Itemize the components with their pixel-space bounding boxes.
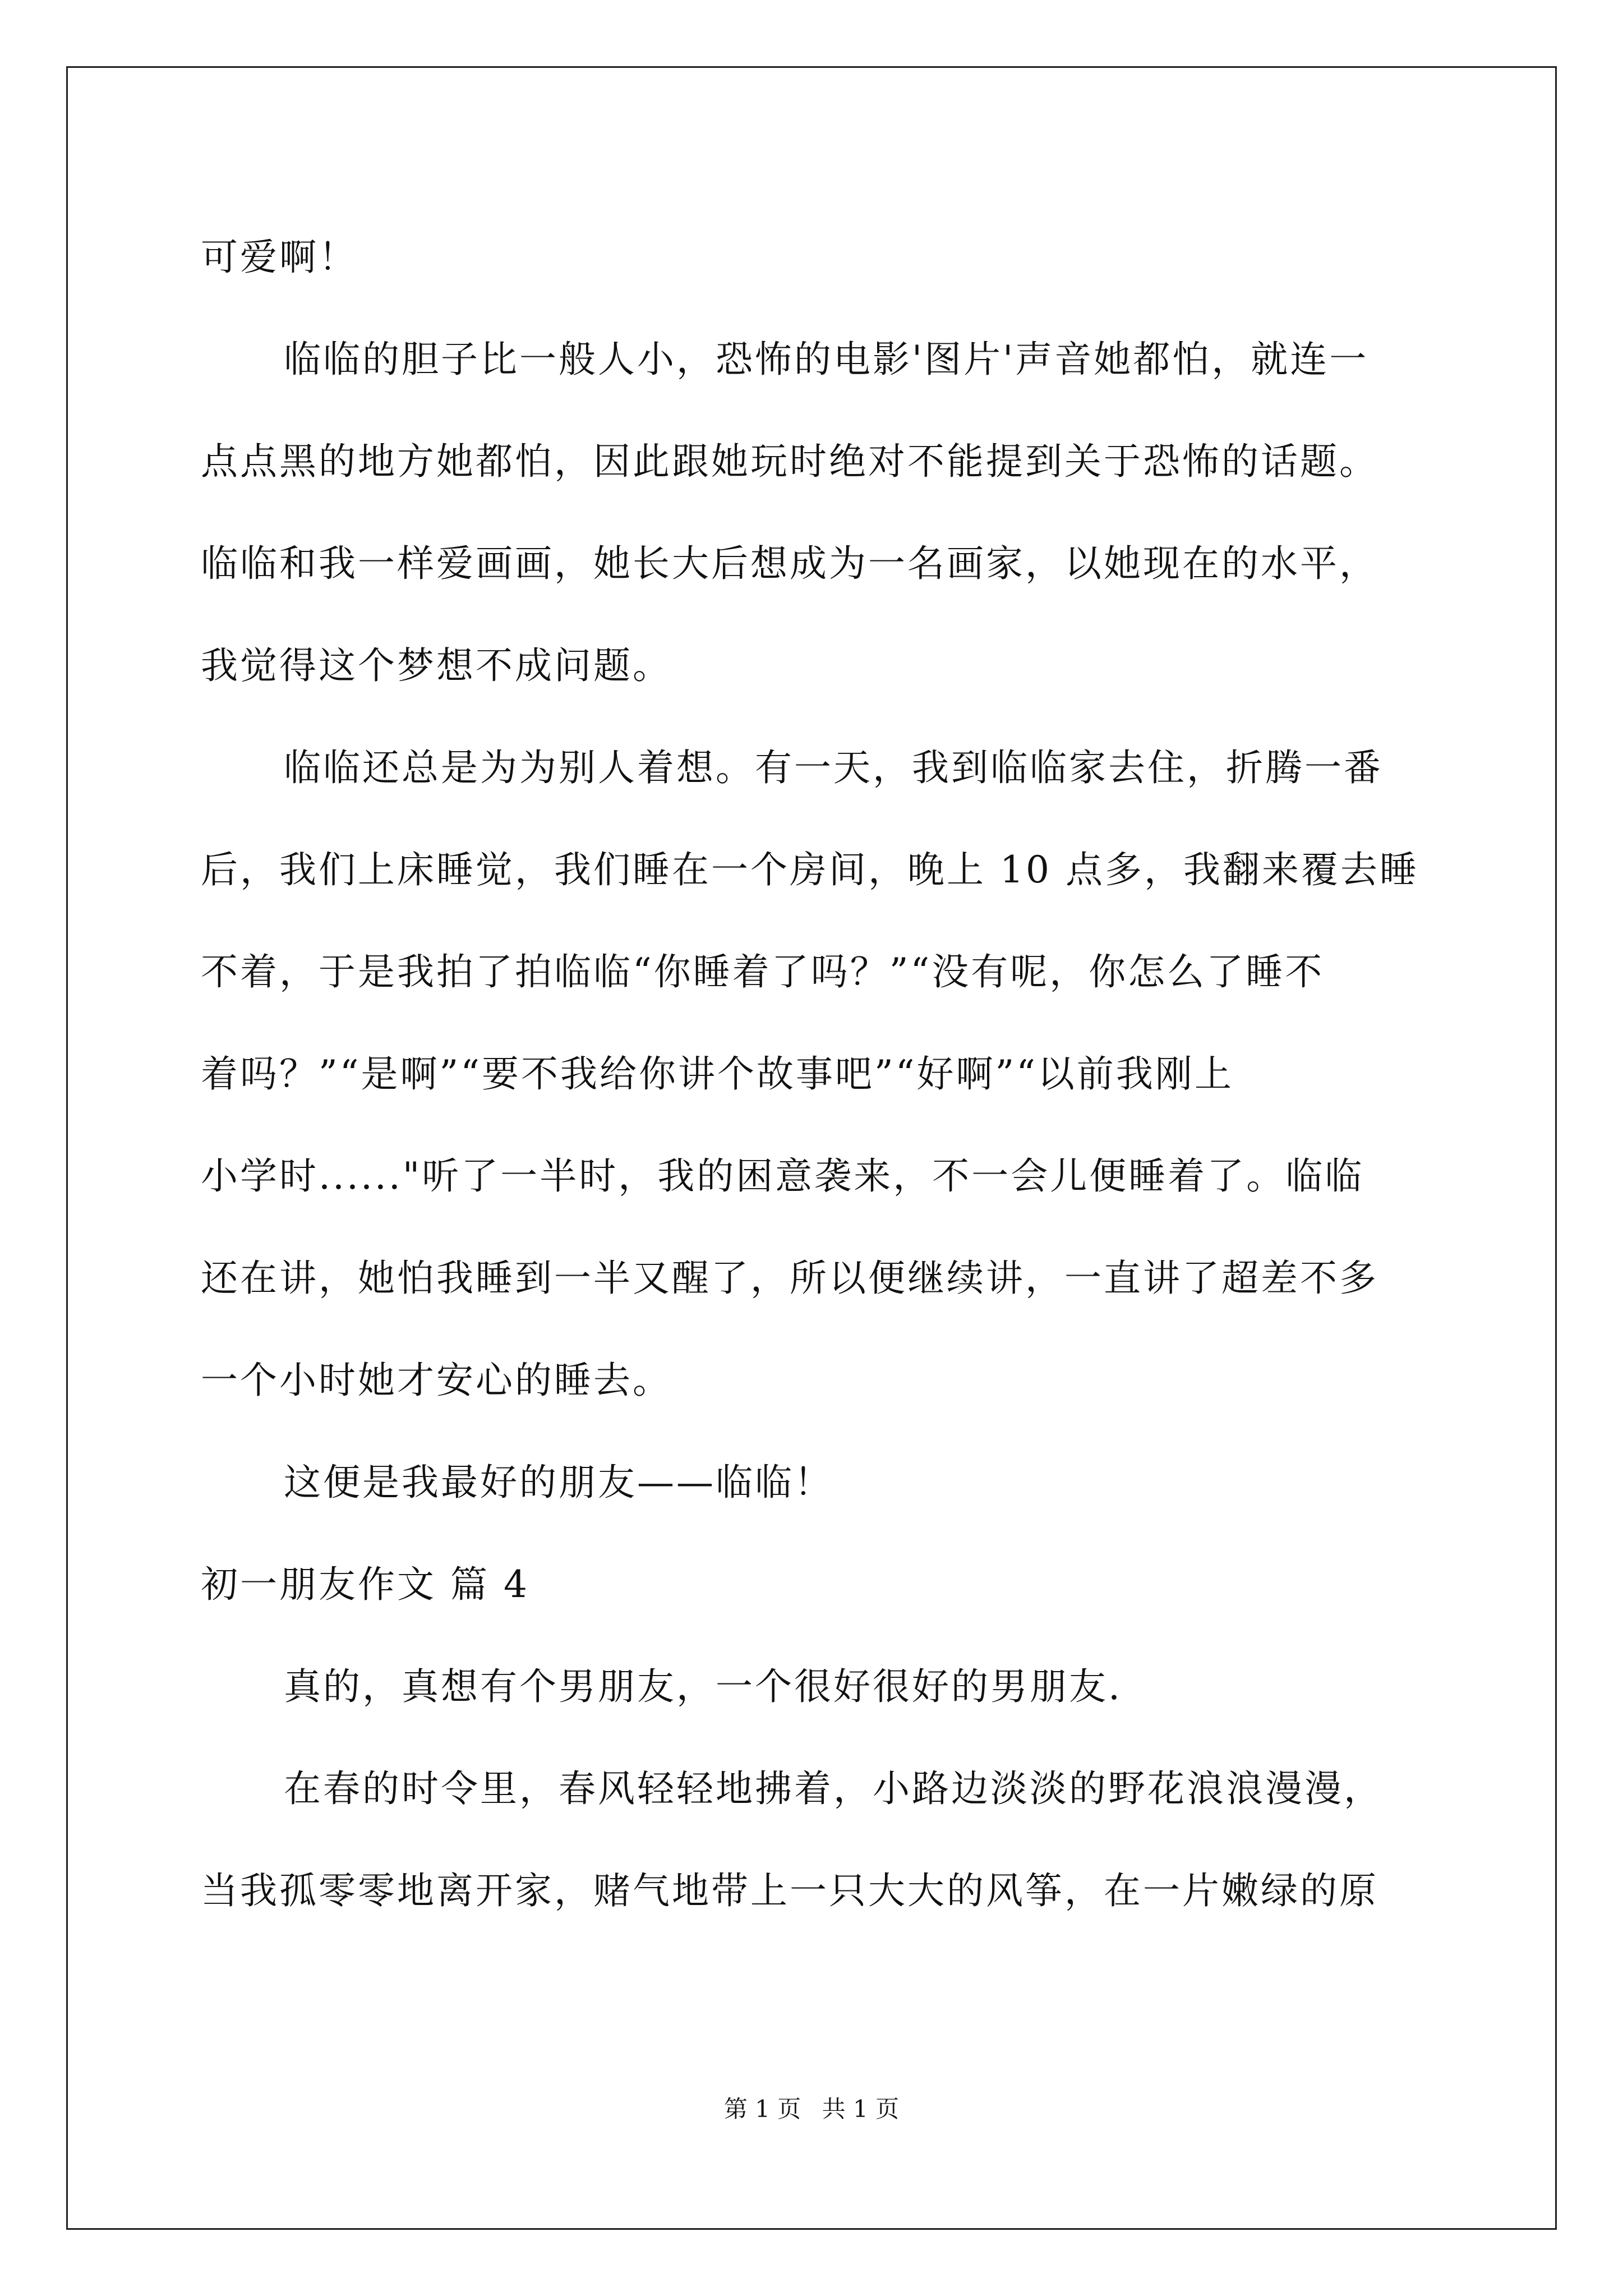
text-line: 后，我们上床睡觉，我们睡在一个房间，晚上 10 点多，我翻来覆去睡 xyxy=(201,848,1419,891)
document-body xyxy=(201,206,1423,1942)
text-line: 这便是我最好的朋友——临临！ xyxy=(284,1461,833,1504)
text-line: 真的，真想有个男朋友，一个很好很好的男朋友. xyxy=(284,1665,1122,1708)
text-line: 还在讲，她怕我睡到一半又醒了，所以便继续讲，一直讲了超差不多 xyxy=(201,1257,1378,1300)
text-line: 临临的胆子比一般人小，恐怖的电影'图片'声音她都怕，就连一 xyxy=(284,338,1369,381)
page-number-total: 共 1 页 xyxy=(822,2095,900,2123)
page-number-current: 第 1 页 xyxy=(723,2095,801,2123)
text-line: 临临和我一样爱画画，她长大后想成为一名画家，以她现在的水平， xyxy=(201,542,1378,585)
text-line: 不着，于是我拍了拍临临“你睡着了吗？”“没有呢，你怎么了睡不 xyxy=(201,950,1325,993)
text-line: 小学时......"听了一半时，我的困意袭来，不一会儿便睡着了。临临 xyxy=(201,1154,1364,1198)
page-footer xyxy=(0,2092,1623,2126)
text-line: 可爱啊！ xyxy=(201,236,358,279)
text-line: 一个小时她才安心的睡去。 xyxy=(201,1359,672,1402)
text-line: 点点黑的地方她都怕，因此跟她玩时绝对不能提到关于恐怖的话题。 xyxy=(201,440,1378,483)
text-line: 临临还总是为为别人着想。有一天，我到临临家去住，折腾一番 xyxy=(284,746,1383,789)
section-heading: 初一朋友作文 篇 4 xyxy=(201,1563,529,1606)
text-line: 我觉得这个梦想不成问题。 xyxy=(201,644,672,687)
text-line: 着吗？”“是啊”“要不我给你讲个故事吧”“好啊”“以前我刚上 xyxy=(201,1052,1234,1096)
text-line: 在春的时令里，春风轻轻地拂着，小路边淡淡的野花浪浪漫漫， xyxy=(284,1767,1383,1810)
text-line: 当我孤零零地离开家，赌气地带上一只大大的风筝，在一片嫩绿的原 xyxy=(201,1869,1378,1912)
